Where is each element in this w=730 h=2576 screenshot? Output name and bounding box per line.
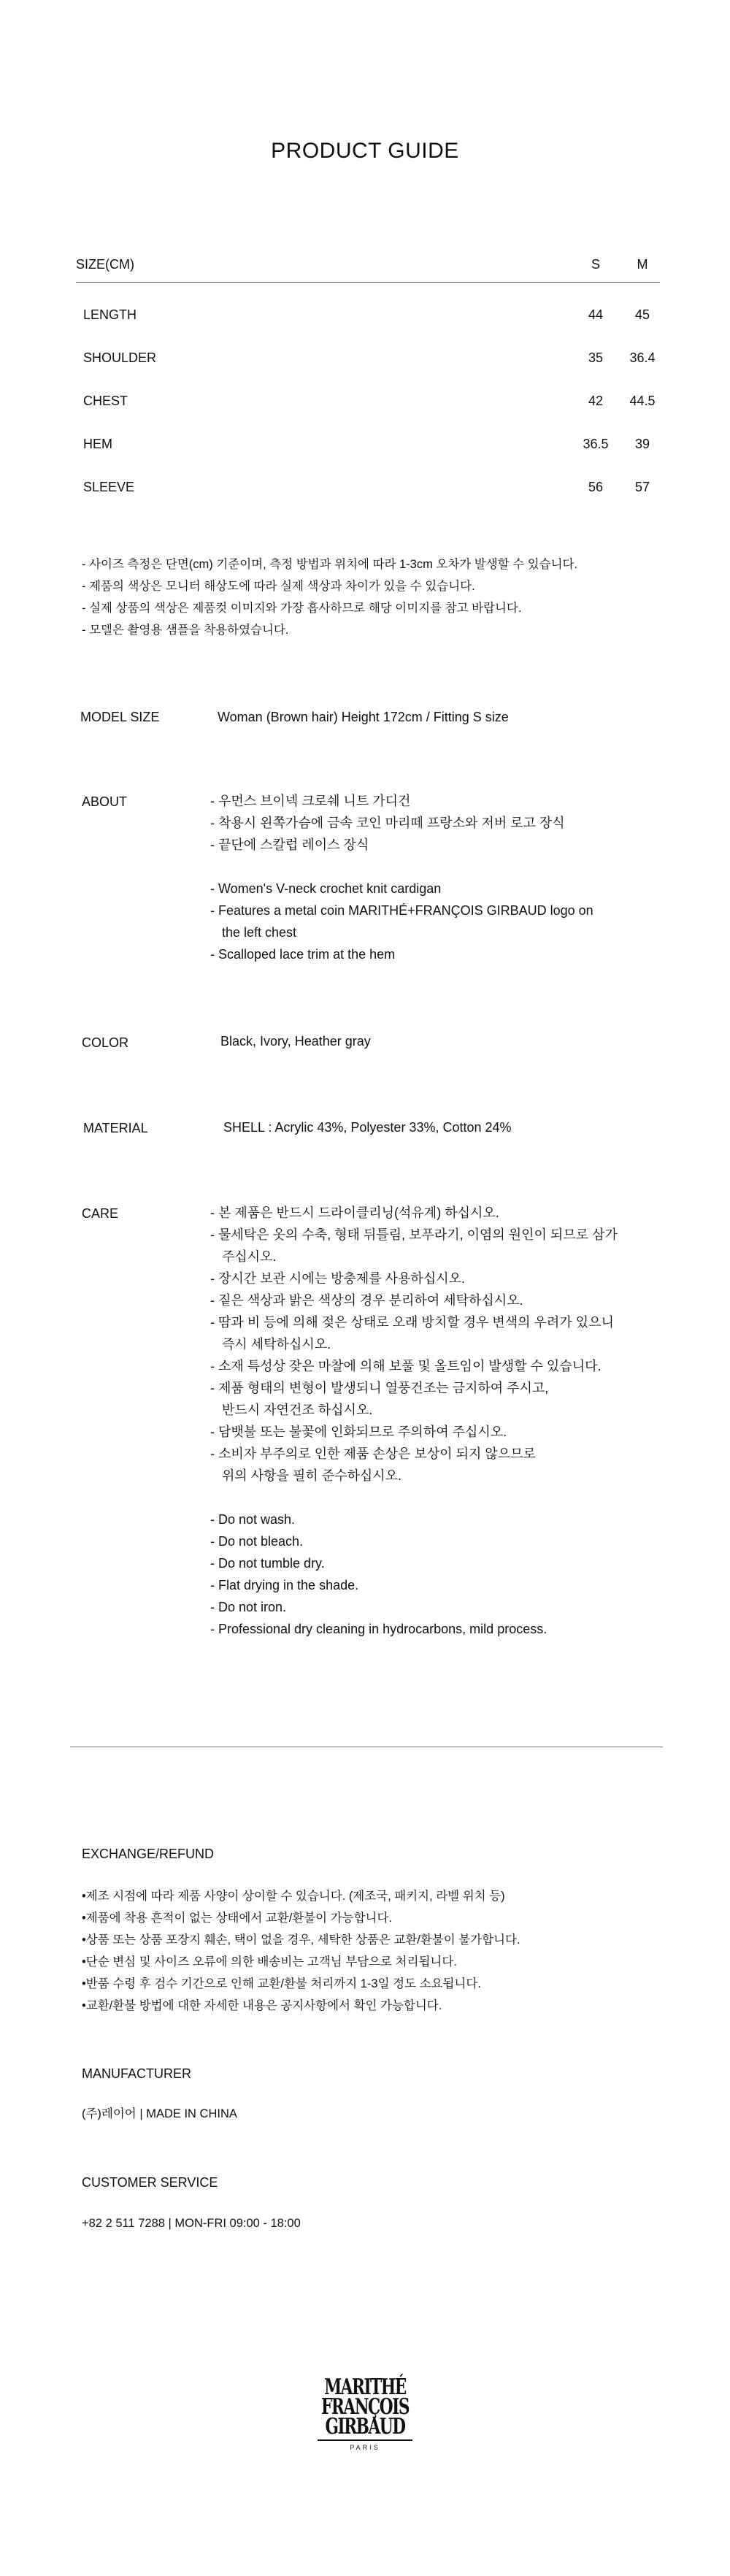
care-line: - 제품 형태의 변형이 발생되니 열풍건조는 금지하여 주시고, [210,1381,549,1395]
spacer [210,1487,618,1509]
material-value: SHELL : Acrylic 43%, Polyester 33%, Cotton 24% [223,1120,512,1135]
row-value-m: 36.4 [629,350,656,365]
care-line: - 소재 특성상 잦은 마찰에 의해 보풀 및 올트임이 발생할 수 있습니다. [210,1359,602,1373]
customer-service-value: +82 2 511 7288 | MON-FRI 09:00 - 18:00 [82,2217,301,2230]
manufacturer-value: (주)레이어 | MADE IN CHINA [82,2107,237,2120]
customer-service-title: CUSTOMER SERVICE [82,2175,218,2190]
size-row-sleeve [76,455,660,498]
row-value-m: 45 [634,307,650,322]
about-line: the left chest [222,925,297,940]
spacer [210,856,593,878]
care-label: CARE [82,1206,119,1221]
about-line: - 우먼스 브이넥 크로쉐 니트 가디건 [210,794,411,808]
care-line: - 소비자 부주의로 인한 제품 손상은 보상이 되지 않으므로 [210,1446,536,1461]
logo-line: GIRBAUD [325,2414,405,2439]
size-row-shoulder [76,326,660,369]
care-line: - Do not wash. [210,1512,296,1527]
care-line: - Flat drying in the shade. [210,1578,359,1592]
care-line: - Do not bleach. [210,1534,304,1549]
care-line: 위의 사항을 필히 준수하십시오. [222,1468,402,1483]
row-value-s: 44 [588,307,604,322]
size-row-chest [76,369,660,412]
size-row-length [76,283,660,326]
note-line: - 사이즈 측정은 단면(cm) 기준이며, 측정 방법과 위치에 따라 1-3cm 오차가 발생할 수 있습니다. [82,558,578,571]
color-label: COLOR [82,1035,129,1050]
row-value-m: 44.5 [629,394,656,408]
about-line: - 끝단에 스칼럽 레이스 장식 [210,837,369,852]
page-title: PRODUCT GUIDE [271,139,459,163]
material-label: MATERIAL [83,1121,148,1135]
about-line: - Women's V-neck crochet knit cardigan [210,881,442,896]
size-table-header [76,251,660,283]
row-value-s: 56 [588,480,604,494]
exchange-line: •상품 또는 상품 포장지 훼손, 택이 없을 경우, 세탁한 상품은 교환/환불이 불가합니다. [82,1933,520,1947]
measurement-notes [82,553,577,641]
row-value-s: 42 [588,394,604,408]
exchange-line: •반품 수령 후 검수 기간으로 인해 교환/환불 처리까지 1-3일 정도 소요됩니다. [82,1977,481,1990]
logo-line: MARITHÉ [324,2374,406,2400]
care-line: - Professional dry cleaning in hydrocarbons, mild process. [210,1622,548,1636]
care-line: - 짙은 색상과 밝은 색상의 경우 분리하여 세탁하십시오. [210,1293,523,1308]
row-value-m: 57 [634,480,650,494]
size-table [76,251,660,498]
row-label: SLEEVE [83,480,135,494]
care-line: 주십시오. [222,1249,277,1264]
row-label: SHOULDER [83,350,157,365]
exchange-title: EXCHANGE/REFUND [82,1847,215,1861]
row-value-m: 39 [634,437,650,451]
size-row-hem [76,412,660,455]
header-m: M [637,257,648,272]
row-label: CHEST [83,394,128,408]
about-line: - 착용시 왼쪽가슴에 금속 코인 마리떼 프랑소와 저버 로고 장식 [210,816,565,830]
color-value: Black, Ivory, Heather gray [220,1034,371,1049]
logo-rule [318,2439,412,2441]
model-size-label: MODEL SIZE [80,710,160,724]
row-label: HEM [83,437,112,451]
care-line: - 물세탁은 옷의 수축, 형태 뒤틀림, 보푸라기, 이염의 원인이 되므로 삼가 [210,1227,618,1242]
row-value-s: 36.5 [583,437,609,451]
logo-line: PARIS [350,2444,380,2451]
exchange-line: •제품에 착용 흔적이 없는 상태에서 교환/환불이 가능합니다. [82,1912,392,1925]
care-line: - 장시간 보관 시에는 방충제를 사용하십시오. [210,1271,465,1286]
exchange-line: •단순 변심 및 사이즈 오류에 의한 배송비는 고객님 부담으로 처리됩니다. [82,1955,457,1969]
care-line: - Do not tumble dry. [210,1556,325,1571]
care-line: - 담뱃불 또는 불꽃에 인화되므로 주의하여 주십시오. [210,1425,507,1439]
row-label: LENGTH [83,307,137,322]
about-line: - Features a metal coin MARITHÉ+FRANÇOIS GIRBAUD logo on [210,903,593,918]
exchange-line: •교환/환불 방법에 대한 자세한 내용은 공지사항에서 확인 가능합니다. [82,1999,442,2012]
care-list [210,1202,618,1640]
note-line: - 실제 상품의 색상은 제품컷 이미지와 가장 흡사하므로 해당 이미지를 참고 바랍니다. [82,602,522,615]
care-line: 즉시 세탁하십시오. [222,1337,331,1352]
logo-line: FRANÇOIS [321,2394,409,2420]
manufacturer-title: MANUFACTURER [82,2066,192,2081]
care-line: - 본 제품은 반드시 드라이클리닝(석유계) 하십시오. [210,1205,499,1220]
care-line: - Do not iron. [210,1600,287,1614]
brand-logo [277,2374,453,2451]
header-s: S [591,257,600,272]
exchange-line: •제조 시점에 따라 제품 사양이 상이할 수 있습니다. (제조국, 패키지, 라벨 위치 등) [82,1890,505,1903]
about-line: - Scalloped lace trim at the hem [210,947,396,962]
about-label: ABOUT [82,794,128,809]
note-line: - 제품의 색상은 모니터 해상도에 따라 실제 색상과 차이가 있을 수 있습니다. [82,580,475,593]
model-size-value: Woman (Brown hair) Height 172cm / Fitting S size [218,710,509,724]
about-list [210,790,593,965]
note-line: - 모델은 촬영용 샘플을 착용하였습니다. [82,624,289,637]
exchange-list [82,1885,520,2017]
header-size-label: SIZE(CM) [76,257,134,272]
care-line: - 땀과 비 등에 의해 젖은 상태로 오래 방치할 경우 변색의 우려가 있으니 [210,1315,614,1330]
row-value-s: 35 [588,350,604,365]
care-line: 반드시 자연건조 하십시오. [222,1403,373,1417]
